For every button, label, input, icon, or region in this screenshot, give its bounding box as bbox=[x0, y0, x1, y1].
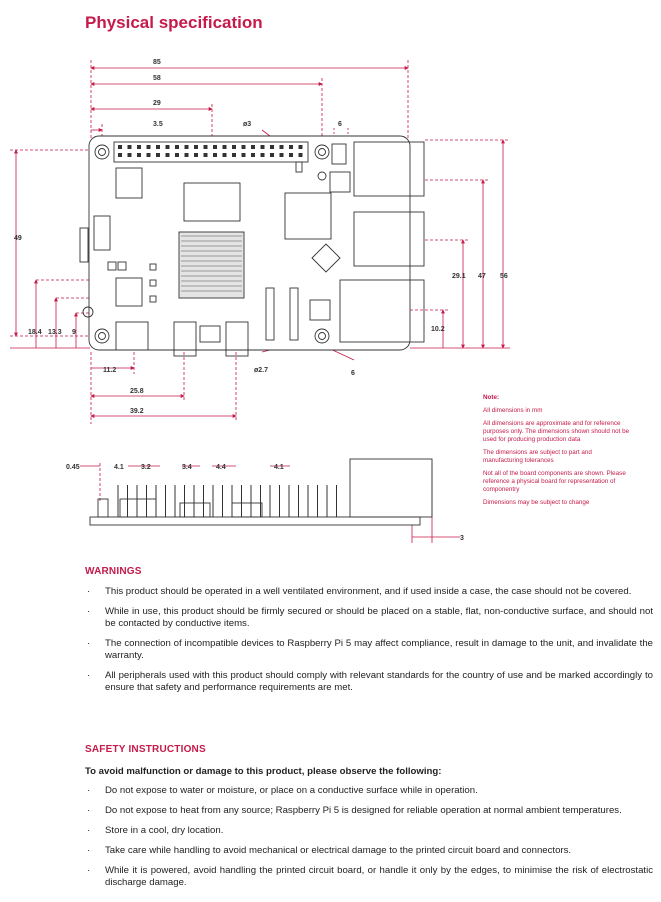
gpio-pin bbox=[166, 145, 170, 149]
side-dim-4-1b: 4.1 bbox=[274, 464, 284, 471]
notes-block bbox=[483, 394, 633, 512]
safety-item: · Store in a cool, dry location. bbox=[87, 825, 224, 836]
dim-25-8: 25.8 bbox=[130, 388, 144, 395]
gpio-pin bbox=[223, 145, 227, 149]
gpio-pin bbox=[128, 153, 132, 157]
side-dim-4-1: 4.1 bbox=[114, 464, 124, 471]
dim-47: 47 bbox=[478, 273, 486, 280]
notes-heading: Note: bbox=[483, 394, 500, 401]
gpio-pin bbox=[261, 145, 265, 149]
note-item: All dimensions in mm bbox=[483, 407, 543, 414]
gpio-pin bbox=[251, 153, 255, 157]
dim-11-2: 11.2 bbox=[103, 367, 117, 374]
dim-29: 29 bbox=[153, 100, 161, 107]
gpio-pin bbox=[194, 145, 198, 149]
gpio-pin bbox=[232, 145, 236, 149]
note-item: The dimensions are subject to part and manufacturing tolerances bbox=[483, 449, 592, 464]
safety-item: · Take care while handling to avoid mechanical or electrical damage to the printed circuit board and connectors. bbox=[87, 845, 572, 856]
gpio-pin bbox=[194, 153, 198, 157]
safety-item: · Do not expose to heat from any source; Raspberry Pi 5 is designed for reliable operation at normal ambient temperatures. bbox=[87, 805, 622, 816]
gpio-pin bbox=[156, 153, 160, 157]
safety-item: · Do not expose to water or moisture, or place on a conductive surface while in operation. bbox=[87, 785, 478, 796]
warning-item: · All peripherals used with this product should comply with relevant standards for the country of use and be marked accordingly to ensure that safety and performance requirements are met. bbox=[87, 670, 653, 693]
warnings-list bbox=[85, 586, 653, 702]
gpio-pin bbox=[299, 145, 303, 149]
gpio-pin bbox=[261, 153, 265, 157]
gpio-pin bbox=[156, 145, 160, 149]
warning-item: · The connection of incompatible devices to Raspberry Pi 5 may affect compliance, result in damage to the unit, and invalidate the warranty. bbox=[87, 638, 653, 661]
dim-58: 58 bbox=[153, 75, 161, 82]
dim-10-2: 10.2 bbox=[431, 326, 445, 333]
note-item: Dimensions may be subject to change bbox=[483, 499, 590, 506]
board-side-view bbox=[0, 455, 480, 555]
gpio-pin bbox=[204, 145, 208, 149]
dim-hole-diameter-2: ø2.7 bbox=[254, 367, 269, 374]
board-top-view bbox=[0, 0, 661, 440]
gpio-pin bbox=[185, 145, 189, 149]
gpio-pin bbox=[213, 153, 217, 157]
side-dim-4-4: 4.4 bbox=[216, 464, 226, 471]
warnings-heading: WARNINGS bbox=[85, 566, 142, 577]
gpio-pin bbox=[289, 145, 293, 149]
side-dim-0-45: 0.45 bbox=[66, 464, 80, 471]
gpio-pin bbox=[137, 145, 141, 149]
gpio-pin bbox=[147, 153, 151, 157]
dim-56: 56 bbox=[500, 273, 508, 280]
gpio-pin bbox=[185, 153, 189, 157]
gpio-pin bbox=[147, 145, 151, 149]
dim-top-6: 6 bbox=[338, 121, 342, 128]
side-dim-3-2: 3.2 bbox=[141, 464, 151, 471]
gpio-pin bbox=[289, 153, 293, 157]
gpio-pin bbox=[137, 153, 141, 157]
safety-item: · While it is powered, avoid handling the printed circuit board, or handle it only by the edges, to minimise the risk of electrostatic discharge damage. bbox=[87, 865, 653, 888]
page-title: Physical specification bbox=[85, 13, 263, 32]
gpio-pin bbox=[166, 153, 170, 157]
side-dimension-labels bbox=[66, 464, 464, 542]
gpio-pin bbox=[175, 153, 179, 157]
side-fins bbox=[118, 485, 337, 517]
side-dim-3-4: 3.4 bbox=[182, 464, 192, 471]
safety-heading: SAFETY INSTRUCTIONS bbox=[85, 744, 206, 755]
dim-49: 49 bbox=[14, 235, 22, 242]
safety-list bbox=[85, 785, 653, 897]
safety-lead: To avoid malfunction or damage to this product, please observe the following: bbox=[85, 766, 442, 777]
gpio-pin bbox=[242, 153, 246, 157]
dim-39-2: 39.2 bbox=[130, 408, 144, 415]
gpio-pin bbox=[299, 153, 303, 157]
dim-3-5: 3.5 bbox=[153, 121, 163, 128]
gpio-pin bbox=[280, 153, 284, 157]
gpio-pin bbox=[204, 153, 208, 157]
gpio-pin bbox=[270, 153, 274, 157]
dim-85: 85 bbox=[153, 59, 161, 66]
gpio-pin bbox=[232, 153, 236, 157]
note-item: Not all of the board components are shown. Please reference a physical board for representation of componentry bbox=[483, 470, 626, 493]
gpio-pin bbox=[251, 145, 255, 149]
gpio-pin bbox=[118, 153, 122, 157]
dim-29-1: 29.1 bbox=[452, 273, 466, 280]
gpio-pin bbox=[175, 145, 179, 149]
dim-bottom-6: 6 bbox=[351, 370, 355, 377]
gpio-pin bbox=[223, 153, 227, 157]
dim-9: 9 bbox=[72, 329, 76, 336]
dim-13-3: 13.3 bbox=[48, 329, 62, 336]
gpio-pin bbox=[128, 145, 132, 149]
gpio-pin bbox=[270, 145, 274, 149]
warning-item: · This product should be operated in a well ventilated environment, and if used inside a case, the case should not be covered. bbox=[87, 586, 632, 597]
board-outline bbox=[80, 136, 424, 356]
dim-18-4: 18.4 bbox=[28, 329, 42, 336]
gpio-pin bbox=[118, 145, 122, 149]
gpio-pin bbox=[280, 145, 284, 149]
warning-item: · While in use, this product should be firmly secured or should be placed on a stable, flat, non-conductive surface, and should not be contacted by conductive items. bbox=[87, 606, 653, 629]
gpio-pin bbox=[242, 145, 246, 149]
note-item: All dimensions are approximate and for reference purposes only. The dimensions shown should not be used for producing production data bbox=[483, 420, 630, 443]
side-dim-3: 3 bbox=[460, 535, 464, 542]
gpio-pin bbox=[213, 145, 217, 149]
dim-hole-diameter: ø3 bbox=[243, 121, 252, 128]
